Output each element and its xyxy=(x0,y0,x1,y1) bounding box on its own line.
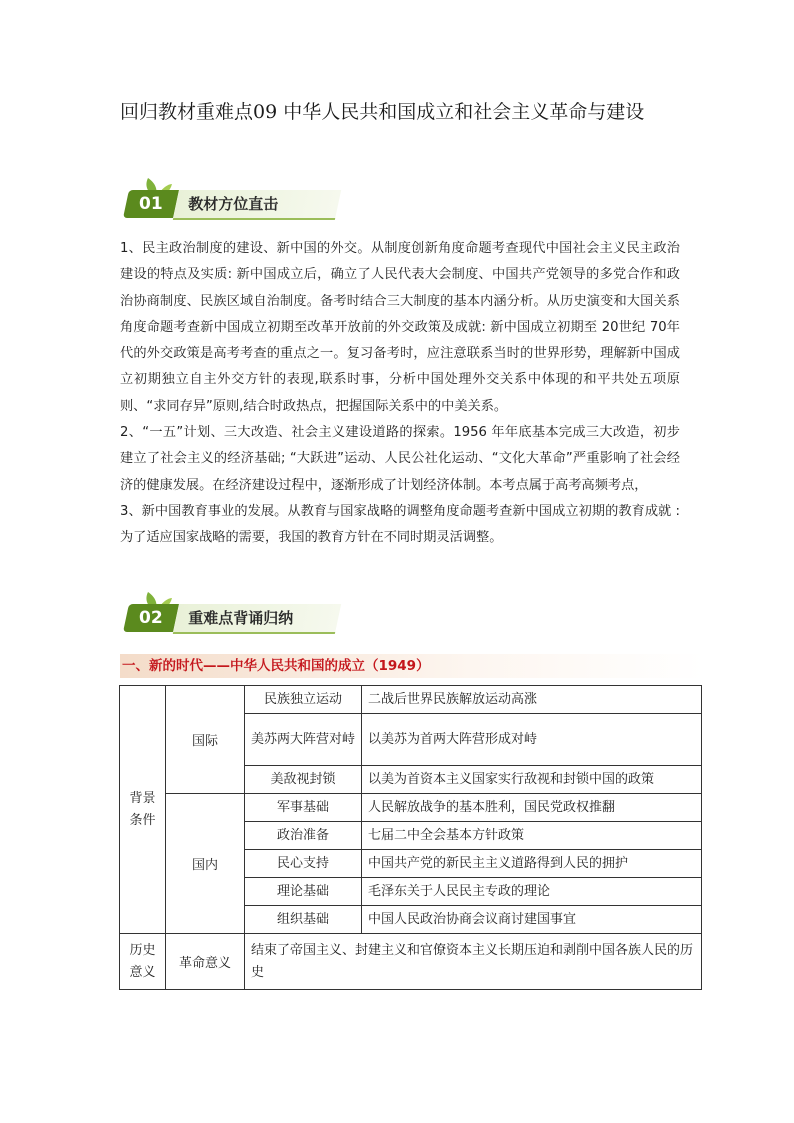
significance-cell: 历史意义 xyxy=(120,934,166,990)
item-cell: 组织基础 xyxy=(245,906,362,934)
item-cell: 美敌视封锁 xyxy=(245,766,362,794)
item-cell: 军事基础 xyxy=(245,794,362,822)
table-row xyxy=(120,686,702,714)
item-cell: 民心支持 xyxy=(245,850,362,878)
content-cell: 以美苏为首两大阵营形成对峙 xyxy=(362,714,702,766)
content-cell: 中国共产党的新民主主义道路得到人民的拥护 xyxy=(362,850,702,878)
paragraph: 1、民主政治制度的建设、新中国的外交。从制度创新角度命题考查现代中国社会主义民主政治建设的特点及实质: 新中国成立后，确立了人民代表大会制度、中国共产党领导的多党合作和政治协商制度、民族区域自治制度。备考时结合三大制度的基本内涵分析。从历史演变和大国关系角度命题考查新中国成立初期至改革开放前的外交政策及成就: 新中国成立初期至 20世纪 70年代的外交政策是高考考查的重点之一。复习备考时，应注意联系当时的世界形势，理解新中国成立初期独立自主外交方针的表现,联系时事，分析中国处理外交关系中体现的和平共处五项原则、“求同存异”原则,结合时政热点，把握国际关系中的中美关系。 xyxy=(120,241,680,414)
content-cell: 以美为首资本主义国家实行敌视和封锁中国的政策 xyxy=(362,766,702,794)
subsection-title: 一、新的时代——中华人民共和国的成立（1949） xyxy=(120,654,704,678)
content-cell: 人民解放战争的基本胜利，国民党政权推翻 xyxy=(362,794,702,822)
section-banner-1 xyxy=(120,176,340,220)
section-number: 02 xyxy=(123,604,179,632)
table-row xyxy=(120,934,702,990)
founding-table xyxy=(119,685,702,990)
revolution-cell: 革命意义 xyxy=(166,934,245,990)
section-banner-2 xyxy=(120,590,340,634)
content-cell: 七届二中全会基本方针政策 xyxy=(362,822,702,850)
section-label: 重难点背诵归纳 xyxy=(173,604,341,634)
section-label: 教材方位直击 xyxy=(173,190,341,220)
item-cell: 理论基础 xyxy=(245,878,362,906)
table-row xyxy=(120,794,702,822)
content-cell: 毛泽东关于人民民主专政的理论 xyxy=(362,878,702,906)
content-cell: 二战后世界民族解放运动高涨 xyxy=(362,686,702,714)
content-cell: 结束了帝国主义、封建主义和官僚资本主义长期压迫和剥削中国各族人民的历史 xyxy=(245,934,702,990)
document-title: 回归教材重难点09 中华人民共和国成立和社会主义革命与建设 xyxy=(120,101,645,123)
domestic-cell: 国内 xyxy=(166,794,245,934)
background-cell: 背景条件 xyxy=(120,686,166,934)
international-cell: 国际 xyxy=(166,686,245,794)
section1-body xyxy=(120,236,680,552)
paragraph: 2、“一五”计划、三大改造、社会主义建设道路的探索。1956 年年底基本完成三大改造，初步建立了社会主义的经济基础; “大跃进”运动、人民公社化运动、“文化大革命”严重影响了社会经济的健康发展。在经济建设过程中，逐渐形成了计划经济体制。本考点属于高考高频考点， xyxy=(120,425,680,493)
item-cell: 民族独立运动 xyxy=(245,686,362,714)
section-number: 01 xyxy=(123,190,179,218)
content-cell: 中国人民政治协商会议商讨建国事宜 xyxy=(362,906,702,934)
item-cell: 政治准备 xyxy=(245,822,362,850)
item-cell: 美苏两大阵营对峙 xyxy=(245,714,362,766)
paragraph: 3、新中国教育事业的发展。从教育与国家战略的调整角度命题考查新中国成立初期的教育成就 : 为了适应国家战略的需要，我国的教育方针在不同时期灵活调整。 xyxy=(120,503,680,546)
